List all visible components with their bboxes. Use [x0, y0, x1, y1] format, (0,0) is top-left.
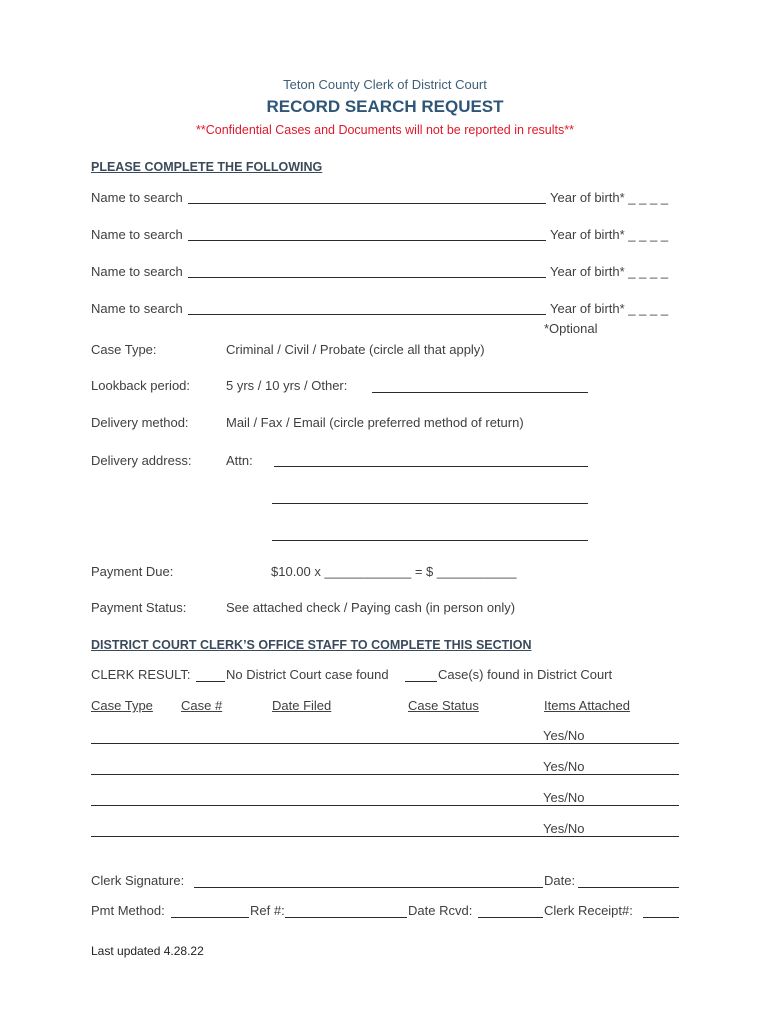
section1-heading: PLEASE COMPLETE THE FOLLOWING — [91, 160, 323, 174]
payment-status-label: Payment Status: — [91, 600, 187, 615]
org-name: Teton County Clerk of District Court — [283, 77, 487, 92]
col-date-filed: Date Filed — [272, 698, 332, 713]
name-field[interactable] — [188, 240, 546, 241]
col-case-number: Case # — [181, 698, 223, 713]
option-cases-found: Case(s) found in District Court — [438, 667, 613, 682]
date-label: Date: — [544, 873, 576, 888]
section2-heading: DISTRICT COURT CLERK’S OFFICE STAFF TO COMPLETE THIS SECTION — [91, 638, 532, 652]
yes-no: Yes/No — [543, 821, 585, 836]
address-line-1[interactable] — [274, 466, 588, 467]
payment-due-value: $10.00 x ____________ = $ ___________ — [271, 564, 517, 579]
name-field[interactable] — [188, 277, 546, 278]
result-row-line[interactable] — [91, 743, 679, 744]
lookback-other-field[interactable] — [372, 392, 588, 393]
name-label: Name to search — [91, 190, 183, 205]
case-type-label: Case Type: — [91, 342, 157, 357]
col-items-attached: Items Attached — [544, 698, 630, 713]
yes-no: Yes/No — [543, 790, 585, 805]
name-label: Name to search — [91, 264, 183, 279]
name-label: Name to search — [91, 301, 183, 316]
delivery-address-label: Delivery address: — [91, 453, 192, 468]
name-field[interactable] — [188, 203, 546, 204]
attn-label: Attn: — [226, 453, 253, 468]
col-case-type: Case Type — [91, 698, 153, 713]
yes-no: Yes/No — [543, 728, 585, 743]
year-label: Year of birth* _ _ _ _ — [550, 227, 669, 242]
pmt-method-label: Pmt Method: — [91, 903, 165, 918]
yes-no: Yes/No — [543, 759, 585, 774]
year-label: Year of birth* _ _ _ _ — [550, 190, 669, 205]
clerk-receipt-label: Clerk Receipt#: — [544, 903, 633, 918]
address-line-2[interactable] — [272, 503, 588, 504]
form-title: RECORD SEARCH REQUEST — [266, 97, 504, 116]
result-row-line[interactable] — [91, 774, 679, 775]
payment-status-value: See attached check / Paying cash (in person only) — [226, 600, 516, 615]
name-label: Name to search — [91, 227, 183, 242]
payment-due-label: Payment Due: — [91, 564, 174, 579]
lookback-value: 5 yrs / 10 yrs / Other: — [226, 378, 348, 393]
lookback-label: Lookback period: — [91, 378, 191, 393]
clerk-signature-field[interactable] — [194, 887, 543, 888]
option2-blank[interactable] — [405, 681, 437, 682]
delivery-method-value: Mail / Fax / Email (circle preferred method of return) — [226, 415, 524, 430]
name-field[interactable] — [188, 314, 546, 315]
col-case-status: Case Status — [408, 698, 479, 713]
clerk-result-label: CLERK RESULT: — [91, 667, 191, 682]
year-label: Year of birth* _ _ _ _ — [550, 264, 669, 279]
last-updated: Last updated 4.28.22 — [91, 944, 204, 958]
result-row-line[interactable] — [91, 805, 679, 806]
clerk-receipt-field[interactable] — [643, 917, 679, 918]
pmt-method-field[interactable] — [171, 917, 249, 918]
year-label: Year of birth* _ _ _ _ — [550, 301, 669, 316]
option-no-case-found: No District Court case found — [226, 667, 389, 682]
ref-label: Ref #: — [250, 903, 285, 918]
confidential-notice: **Confidential Cases and Documents will not be reported in results** — [196, 123, 574, 137]
address-line-3[interactable] — [272, 540, 588, 541]
case-type-value: Criminal / Civil / Probate (circle all that apply) — [226, 342, 485, 357]
date-field[interactable] — [578, 887, 679, 888]
clerk-signature-label: Clerk Signature: — [91, 873, 185, 888]
date-rcvd-field[interactable] — [478, 917, 543, 918]
optional-note: *Optional — [544, 321, 598, 336]
date-rcvd-label: Date Rcvd: — [408, 903, 473, 918]
ref-field[interactable] — [285, 917, 407, 918]
delivery-method-label: Delivery method: — [91, 415, 189, 430]
option1-blank[interactable] — [196, 681, 225, 682]
result-row-line[interactable] — [91, 836, 679, 837]
